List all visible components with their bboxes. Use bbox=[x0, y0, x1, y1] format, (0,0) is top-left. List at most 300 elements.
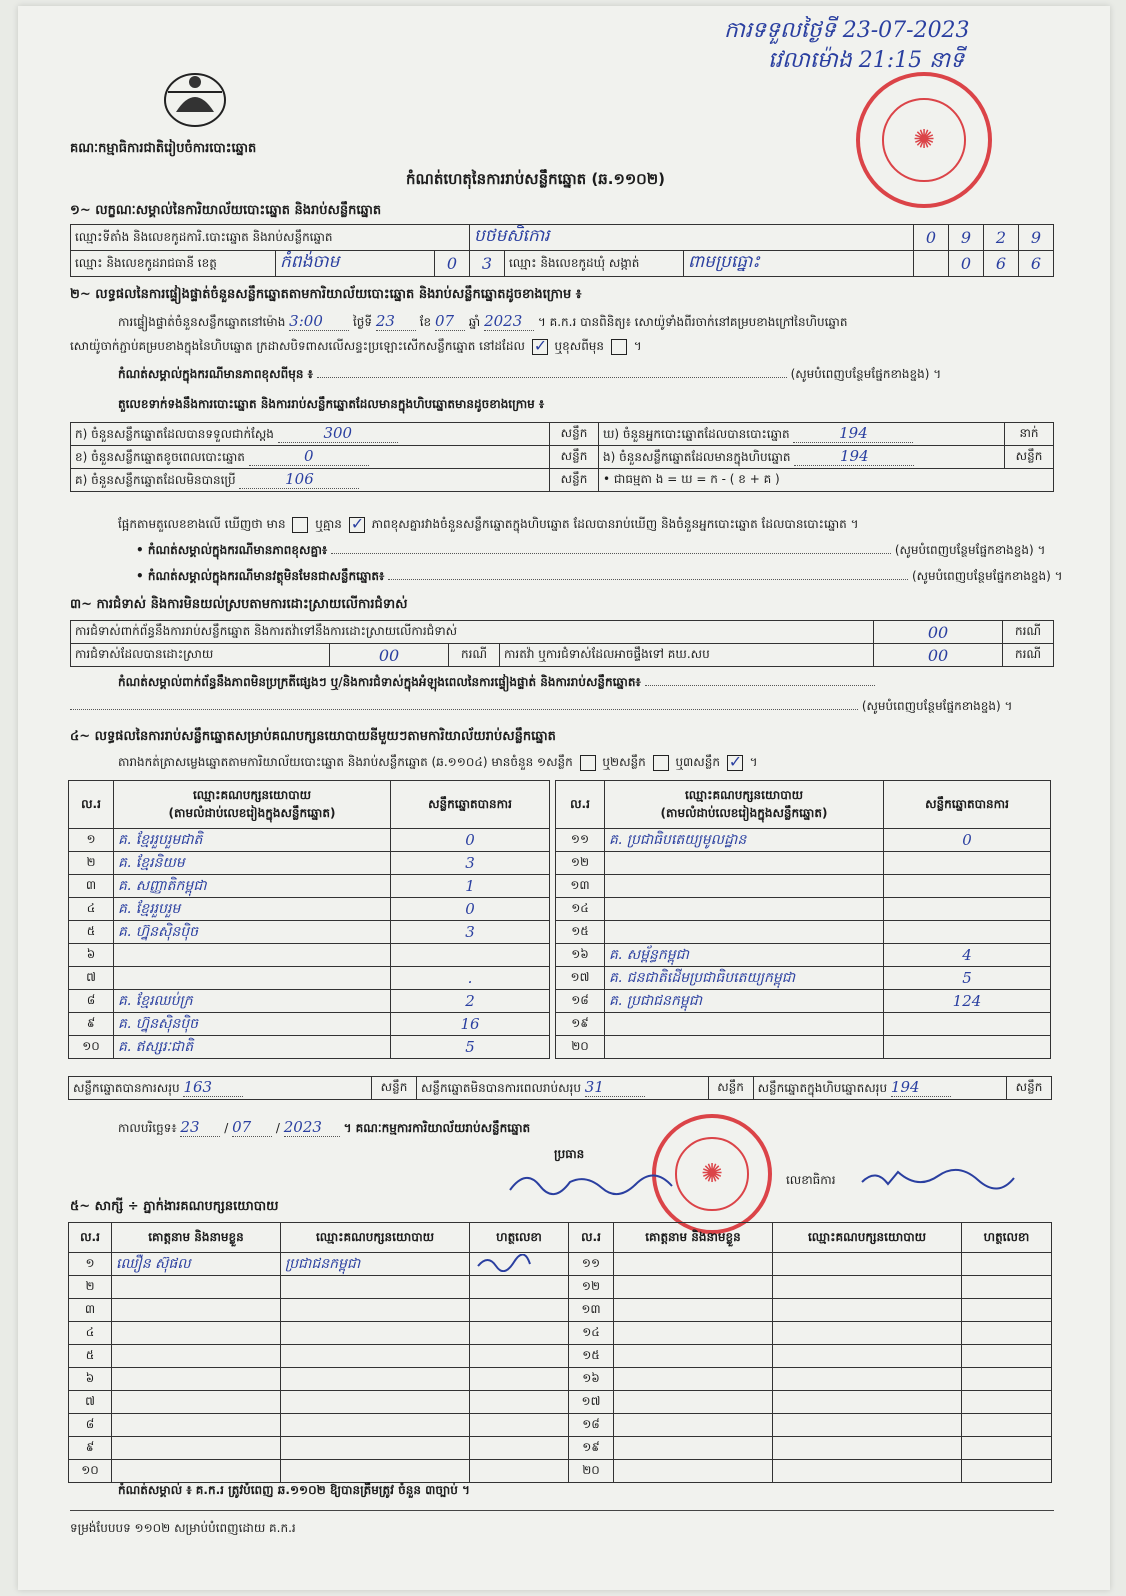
party-name: គ. ខ្មែររួបរួមជាតិ bbox=[114, 829, 391, 852]
party-name: គ. ខ្មែរនិយម bbox=[114, 852, 391, 875]
total-valid-value: 163 bbox=[183, 1078, 243, 1097]
witness-row bbox=[69, 1322, 1052, 1345]
col-party-title: ឈ្មោះគណបក្សនយោបាយ bbox=[684, 787, 804, 802]
unit: សន្លឹក bbox=[1007, 1077, 1052, 1100]
valid-votes: 0 bbox=[391, 829, 550, 852]
result-row bbox=[556, 1036, 1051, 1059]
station-code-digit: 0 bbox=[914, 225, 949, 251]
witness-party bbox=[281, 1299, 470, 1322]
witness-signature bbox=[470, 1299, 569, 1322]
col-party-subtitle: (តាមលំដាប់លេខរៀងក្នុងសន្លឹកឆ្នោត) bbox=[168, 805, 336, 820]
figures-row bbox=[71, 446, 1054, 469]
col-name: គោត្តនាម និងនាមខ្លួន bbox=[112, 1223, 281, 1253]
figure-label: គ) ចំនួនសន្លឹកឆ្នោតដែលមិនបានប្រើ bbox=[75, 473, 236, 487]
unit: សន្លឹក bbox=[550, 469, 599, 492]
result-row bbox=[556, 1013, 1051, 1036]
figure-value: 0 bbox=[249, 447, 369, 466]
row-no: ៦ bbox=[69, 1368, 112, 1391]
row-no: ២០ bbox=[556, 1036, 605, 1059]
witness-signature-mark bbox=[474, 1254, 534, 1272]
unit: សន្លឹក bbox=[550, 423, 599, 446]
row-no: ៧ bbox=[69, 967, 114, 990]
station-code-digit: 9 bbox=[949, 225, 984, 251]
row-no: ១៦ bbox=[569, 1368, 614, 1391]
form-footer: ទម្រង់បែបបទ ១១០២ សម្រាប់បំពេញដោយ គ.ក.រ bbox=[70, 1521, 296, 1535]
witness-signature bbox=[470, 1368, 569, 1391]
col-party-title: ឈ្មោះគណបក្សនយោបាយ bbox=[192, 787, 312, 802]
valid-votes: . bbox=[391, 967, 550, 990]
witness-name bbox=[112, 1368, 281, 1391]
row-no: ៥ bbox=[69, 921, 114, 944]
row-no: ១១ bbox=[556, 829, 605, 852]
unit: ករណី bbox=[1003, 644, 1054, 667]
secretary-signature bbox=[858, 1162, 1018, 1196]
total-valid-label: សន្លឹកឆ្នោតបានការសរុប bbox=[73, 1081, 180, 1095]
valid-votes: 0 bbox=[884, 829, 1051, 852]
row-no: ២ bbox=[69, 852, 114, 875]
text: កាលបរិច្ឆេទ៖ bbox=[118, 1121, 177, 1135]
witness-signature bbox=[962, 1414, 1052, 1437]
witness-signature bbox=[962, 1460, 1052, 1483]
witness-signature bbox=[470, 1345, 569, 1368]
witness-name: ឈឿន ស៊ុផល bbox=[112, 1253, 281, 1276]
witness-name bbox=[614, 1391, 773, 1414]
witness-name bbox=[614, 1345, 773, 1368]
text: ឆ្នាំ bbox=[468, 315, 481, 329]
col-votes: សន្លឹកឆ្នោតបានការ bbox=[391, 781, 550, 829]
witness-signature bbox=[470, 1253, 569, 1276]
text: • កំណត់សម្គាល់ក្នុងករណីមានភាពខុសគ្នា៖ bbox=[136, 543, 328, 557]
witness-signature bbox=[962, 1299, 1052, 1322]
witness-party bbox=[281, 1322, 470, 1345]
witness-signature bbox=[470, 1322, 569, 1345]
party-name bbox=[605, 852, 884, 875]
verification-line2: សោយ៉ូចាក់ភ្ជាប់គម្របខាងក្នុងនៃហិបឆ្នោត ក្រដាសបិទពាសលើសន្ទះប្រឡោះសើកសន្លឹកឆ្នោត នៅដដែល ✓ ឬខុសពីមុន ។ bbox=[70, 338, 642, 356]
station-code-digit: 2 bbox=[984, 225, 1019, 251]
party-name bbox=[114, 967, 391, 990]
valid-votes: 3 bbox=[391, 921, 550, 944]
row-no: ១០ bbox=[69, 1460, 112, 1483]
row-no: ១៥ bbox=[569, 1345, 614, 1368]
witness-signature bbox=[962, 1322, 1052, 1345]
figures-table bbox=[70, 422, 1054, 492]
station-table bbox=[70, 224, 1054, 277]
total-invalid-label: សន្លឹកឆ្នោតមិនបានការពេលរាប់សរុប bbox=[421, 1081, 581, 1095]
result-row bbox=[69, 852, 550, 875]
text: ។ bbox=[749, 755, 758, 769]
complaint-value: 00 bbox=[874, 644, 1003, 667]
section4-heading: ៤~ លទ្ធផលនៃការរាប់សន្លឹកឆ្នោតសម្រាប់គណបក្សនយោបាយនីមួយៗតាមការិយាល័យរាប់សន្លឹកឆ្នោត bbox=[70, 729, 556, 744]
unit: នាក់ bbox=[1005, 423, 1054, 446]
row-no: ៧ bbox=[69, 1391, 112, 1414]
party-name: គ. ជនជាតិដើមប្រជាធិបតេយ្យកម្ពុជា bbox=[605, 967, 884, 990]
result-row bbox=[69, 829, 550, 852]
date-day: 23 bbox=[180, 1118, 220, 1137]
witness-signature bbox=[470, 1460, 569, 1483]
witness-party bbox=[773, 1460, 962, 1483]
section3-note-cont bbox=[70, 698, 1056, 716]
result-row bbox=[556, 967, 1051, 990]
section5-heading: ៥~ សាក្សី ÷ ភ្នាក់ងារគណបក្សនយោបាយ bbox=[70, 1199, 279, 1214]
col-sign: ហត្ថលេខា bbox=[962, 1223, 1052, 1253]
fill-line bbox=[317, 377, 787, 378]
witness-party: ប្រជាជនកម្ពុជា bbox=[281, 1253, 470, 1276]
witness-name bbox=[112, 1345, 281, 1368]
row-no: ៤ bbox=[69, 898, 114, 921]
row-no: ៥ bbox=[69, 1345, 112, 1368]
nec-emblem-icon bbox=[158, 62, 232, 132]
text: ឬ៣សន្លឹក bbox=[675, 755, 720, 769]
complaint-label: ការជំទាស់ដែលបានដោះស្រាយ bbox=[71, 644, 330, 667]
two-sheets-checkbox[interactable] bbox=[653, 755, 669, 771]
fill-line bbox=[70, 709, 858, 710]
party-name: គ. ខ្មែរឈប់ក្រ bbox=[114, 990, 391, 1013]
col-votes: សន្លឹកឆ្នោតបានការ bbox=[884, 781, 1051, 829]
result-row bbox=[69, 898, 550, 921]
party-name: គ. សម្ព័ន្ធកម្ពុជា bbox=[605, 944, 884, 967]
commune-label: ឈ្មោះ និងលេខកូដឃុំ សង្កាត់ bbox=[505, 251, 684, 277]
total-box-label: សន្លឹកឆ្នោតក្នុងហិបឆ្នោតសរុប bbox=[757, 1081, 888, 1095]
secretary-label: លេខាធិការ bbox=[786, 1173, 836, 1187]
witness-name bbox=[112, 1276, 281, 1299]
row-no: ១ bbox=[69, 829, 114, 852]
result-row bbox=[69, 875, 550, 898]
note-diff-line bbox=[118, 366, 1058, 384]
figure-value: 106 bbox=[239, 470, 359, 489]
text: ឬគ្មាន bbox=[315, 517, 342, 531]
bullet-note1 bbox=[136, 542, 1056, 560]
row-no: ១៧ bbox=[569, 1391, 614, 1414]
witness-signature bbox=[470, 1391, 569, 1414]
commune-code-digit: 6 bbox=[1019, 251, 1054, 277]
result-row bbox=[556, 852, 1051, 875]
row-no: ១៤ bbox=[569, 1322, 614, 1345]
witness-signature bbox=[962, 1276, 1052, 1299]
station-code-digit: 9 bbox=[1019, 225, 1054, 251]
figure-label: ឃ) ចំនួនអ្នកបោះឆ្នោតដែលបានបោះឆ្នោត bbox=[603, 427, 790, 441]
result-row bbox=[556, 875, 1051, 898]
row-no: ១ bbox=[69, 1253, 112, 1276]
col-party: ឈ្មោះគណបក្សនយោបាយ bbox=[773, 1223, 962, 1253]
verification-line1 bbox=[118, 312, 1058, 332]
row-no: ១៦ bbox=[556, 944, 605, 967]
section1-heading: ១~ លក្ខណៈសម្គាល់នៃការិយាល័យបោះឆ្នោត និងរាប់សន្លឹកឆ្នោត bbox=[70, 203, 382, 218]
text: សោយ៉ូចាក់ភ្ជាប់គម្របខាងក្នុងនៃហិបឆ្នោត ក្រដាសបិទពាសលើសន្ទះប្រឡោះសើកសន្លឹកឆ្នោត នៅដដែល bbox=[70, 339, 525, 353]
totals-table bbox=[68, 1076, 1052, 1100]
col-party: ឈ្មោះគណបក្សនយោបាយ bbox=[281, 1223, 470, 1253]
result-row bbox=[69, 921, 550, 944]
unit: សន្លឹក bbox=[708, 1077, 753, 1100]
party-name bbox=[605, 1013, 884, 1036]
changed-checkbox[interactable] bbox=[611, 339, 627, 355]
witness-signature bbox=[962, 1391, 1052, 1414]
text: ។ គ.ក.រ បានពិនិត្យ៖ សោយ៉ូទាំងពីរចាក់នៅគម្របខាងក្រៅនៃហិបឆ្នោត bbox=[537, 315, 848, 329]
witness-signature bbox=[470, 1276, 569, 1299]
chair-signature bbox=[506, 1164, 676, 1200]
witness-row bbox=[69, 1437, 1052, 1460]
valid-votes bbox=[884, 1036, 1051, 1059]
unit: ករណី bbox=[1003, 621, 1054, 644]
witness-row bbox=[69, 1368, 1052, 1391]
witness-row bbox=[69, 1253, 1052, 1276]
party-name bbox=[605, 898, 884, 921]
witness-name bbox=[614, 1299, 773, 1322]
bullet-note2 bbox=[136, 568, 1063, 586]
figure-value: 194 bbox=[793, 424, 913, 443]
figure-label: ង) ចំនួនសន្លឹកឆ្នោតដែលមានក្នុងហិបឆ្នោត bbox=[603, 450, 791, 464]
complaints-table bbox=[70, 620, 1054, 667]
result-row bbox=[69, 990, 550, 1013]
row-no: ១៤ bbox=[556, 898, 605, 921]
valid-votes bbox=[884, 1013, 1051, 1036]
fill-line bbox=[645, 685, 875, 686]
figures-row bbox=[71, 469, 1054, 492]
footnote: កំណត់សម្គាល់ ៖ គ.ក.រ ត្រូវបំពេញ ឆ.១១០២ ឱ្យបានត្រឹមត្រូវ ចំនួន ៣ច្បាប់ ។ bbox=[118, 1483, 470, 1497]
results-table-right bbox=[555, 780, 1051, 1059]
witness-party bbox=[773, 1368, 962, 1391]
row-no: ៣ bbox=[69, 875, 114, 898]
col-no: ល.រ bbox=[556, 781, 605, 829]
unchanged-checkbox[interactable] bbox=[532, 339, 548, 355]
witness-signature bbox=[962, 1437, 1052, 1460]
party-name bbox=[605, 1036, 884, 1059]
witness-party bbox=[281, 1437, 470, 1460]
party-name: គ. ហ្វ៊ុនស៊ិនប៉ិច bbox=[114, 921, 391, 944]
received-note-line2: វេលាម៉ោង 21:15 នាទី bbox=[768, 48, 965, 73]
witness-name bbox=[112, 1460, 281, 1483]
row-no: ១៥ bbox=[556, 921, 605, 944]
valid-votes: 2 bbox=[391, 990, 550, 1013]
text: • កំណត់សម្គាល់ក្នុងករណីមានវត្ថុមិនមែនជាសន្លឹកឆ្នោត៖ bbox=[136, 569, 385, 583]
row-no: ១៩ bbox=[569, 1437, 614, 1460]
valid-votes bbox=[391, 944, 550, 967]
text: ខែ bbox=[419, 315, 432, 329]
province-name: កំពង់ចាម bbox=[276, 251, 435, 277]
row-no: ២ bbox=[69, 1276, 112, 1299]
commune-name: ពាមប្រធ្នោះ bbox=[684, 251, 914, 277]
witness-name bbox=[112, 1322, 281, 1345]
no-difference-checkbox[interactable] bbox=[349, 517, 365, 533]
row-no: ៦ bbox=[69, 944, 114, 967]
party-name: គ. ខ្មែររួបរួម bbox=[114, 898, 391, 921]
row-no: ៨ bbox=[69, 1414, 112, 1437]
figure-value: 194 bbox=[794, 447, 914, 466]
verify-time: 3:00 bbox=[289, 312, 349, 331]
valid-votes: 4 bbox=[884, 944, 1051, 967]
witness-party bbox=[281, 1345, 470, 1368]
document-page bbox=[18, 6, 1110, 1590]
result-row bbox=[69, 944, 550, 967]
witness-party bbox=[773, 1253, 962, 1276]
valid-votes bbox=[884, 898, 1051, 921]
row-no: ១២ bbox=[556, 852, 605, 875]
col-name: គោត្តនាម និងនាមខ្លួន bbox=[614, 1223, 773, 1253]
text: ។ គណៈកម្មការការិយាល័យរាប់សន្លឹកឆ្នោត bbox=[343, 1121, 531, 1135]
text: ថ្ងៃទី bbox=[353, 315, 373, 329]
witness-party bbox=[773, 1391, 962, 1414]
valid-votes: 16 bbox=[391, 1013, 550, 1036]
witness-party bbox=[773, 1437, 962, 1460]
verify-month: 07 bbox=[435, 312, 465, 331]
footer-divider bbox=[70, 1510, 1054, 1511]
province-code-digit: 3 bbox=[470, 251, 505, 277]
fill-line bbox=[331, 553, 891, 554]
one-sheet-checkbox[interactable] bbox=[580, 755, 596, 771]
section2-heading: ២~ លទ្ធផលនៃការផ្ទៀងផ្ទាត់ចំនួនសន្លឹកឆ្នោតតាមការិយាល័យបោះឆ្នោត និងរាប់សន្លឹកឆ្នោតដូចខាងក្រោម ៖ bbox=[70, 287, 582, 302]
witness-name bbox=[614, 1414, 773, 1437]
party-name: គ. ប្រជាជនកម្ពុជា bbox=[605, 990, 884, 1013]
row-no: ១៣ bbox=[556, 875, 605, 898]
witness-name bbox=[112, 1391, 281, 1414]
row-no: ៩ bbox=[69, 1437, 112, 1460]
witness-row bbox=[69, 1345, 1052, 1368]
blank-cell bbox=[914, 251, 949, 277]
figures-intro: តួលេខទាក់ទងនឹងការបោះឆ្នោត និងការរាប់សន្លឹកឆ្នោតដែលមានក្នុងហិបឆ្នោតមានដូចខាងក្រោម ៖ bbox=[118, 397, 545, 411]
text: តារាងកត់ត្រាសម្លេងឆ្នោតតាមការិយាល័យបោះឆ្នោត និងរាប់សន្លឹកឆ្នោត (ឆ.១១០៤) មានចំនួន ១សន្លឹក bbox=[118, 755, 573, 769]
witness-signature bbox=[962, 1345, 1052, 1368]
result-row bbox=[69, 1013, 550, 1036]
verify-year: 2023 bbox=[484, 312, 534, 331]
text: (សូមបំពេញបន្ថែមផ្នែកខាងខ្នង) ។ bbox=[790, 367, 942, 381]
stamp-emblem-icon: ✺ bbox=[675, 1137, 748, 1210]
fill-line bbox=[388, 579, 908, 580]
row-no: ៤ bbox=[69, 1322, 112, 1345]
verify-day: 23 bbox=[376, 312, 416, 331]
valid-votes bbox=[884, 875, 1051, 898]
witness-table bbox=[68, 1222, 1052, 1483]
has-difference-checkbox[interactable] bbox=[292, 517, 308, 533]
figures-row bbox=[71, 423, 1054, 446]
witness-row bbox=[69, 1299, 1052, 1322]
province-code-digit: 0 bbox=[435, 251, 470, 277]
total-box-value: 194 bbox=[891, 1078, 951, 1097]
witness-name bbox=[614, 1437, 773, 1460]
result-row bbox=[556, 944, 1051, 967]
witness-party bbox=[773, 1322, 962, 1345]
witness-party bbox=[281, 1460, 470, 1483]
party-name: គ. ឥស្សរៈជាតិ bbox=[114, 1036, 391, 1059]
row-no: ៣ bbox=[69, 1299, 112, 1322]
row-no: ១១ bbox=[569, 1253, 614, 1276]
commune-code-digit: 6 bbox=[984, 251, 1019, 277]
row-no: ១៨ bbox=[569, 1414, 614, 1437]
valid-votes: 124 bbox=[884, 990, 1051, 1013]
valid-votes: 5 bbox=[884, 967, 1051, 990]
three-sheets-checkbox[interactable] bbox=[727, 755, 743, 771]
result-row bbox=[69, 1036, 550, 1059]
row-no: ១៣ bbox=[569, 1299, 614, 1322]
figure-label: ខ) ចំនួនសន្លឹកឆ្នោតខូចពេលបោះឆ្នោត bbox=[75, 450, 245, 464]
party-name: គ. ហ្វ៊ុនស៊ិនប៉ិច bbox=[114, 1013, 391, 1036]
chair-label: ប្រធាន bbox=[554, 1147, 585, 1161]
witness-row bbox=[69, 1276, 1052, 1299]
witness-name bbox=[614, 1322, 773, 1345]
results-table-left bbox=[68, 780, 550, 1059]
witness-row bbox=[69, 1414, 1052, 1437]
witness-party bbox=[773, 1345, 962, 1368]
date-year: 2023 bbox=[284, 1118, 340, 1137]
party-name bbox=[114, 944, 391, 967]
valid-votes: 5 bbox=[391, 1036, 550, 1059]
valid-votes bbox=[884, 852, 1051, 875]
text: ឬ២សន្លឹក bbox=[602, 755, 646, 769]
witness-name bbox=[614, 1460, 773, 1483]
text: (សូមបំពេញបន្ថែមផ្នែកខាងខ្នង) ។ bbox=[861, 699, 1013, 713]
figure-label: ក) ចំនួនសន្លឹកឆ្នោតដែលបានទទួលជាក់ស្តែង bbox=[75, 427, 274, 441]
witness-party bbox=[281, 1391, 470, 1414]
witness-name bbox=[614, 1368, 773, 1391]
complaint-label: ការជំទាស់ពាក់ព័ន្ធនឹងការរាប់សន្លឹកឆ្នោត និងការតវ៉ាទៅនឹងការដោះស្រាយលើការជំទាស់ bbox=[71, 621, 874, 644]
text: (សូមបំពេញបន្ថែមផ្នែកខាងខ្នង) ។ bbox=[911, 569, 1063, 583]
unit: ករណី bbox=[449, 644, 500, 667]
text: ផ្អែកតាមតួលេខខាងលើ ឃើញថា មាន bbox=[118, 517, 286, 531]
valid-votes: 0 bbox=[391, 898, 550, 921]
row-no: ១៩ bbox=[556, 1013, 605, 1036]
witness-signature bbox=[470, 1414, 569, 1437]
result-row bbox=[556, 898, 1051, 921]
witness-party bbox=[281, 1414, 470, 1437]
form-title: កំណត់ហេតុនៃការរាប់សន្លឹកឆ្នោត (ឆ.១១០២) bbox=[406, 170, 666, 188]
row-no: ៩ bbox=[69, 1013, 114, 1036]
witness-signature bbox=[962, 1368, 1052, 1391]
witness-signature bbox=[962, 1253, 1052, 1276]
unit: សន្លឹក bbox=[550, 446, 599, 469]
row-no: ២០ bbox=[569, 1460, 614, 1483]
section3-heading: ៣~ ការជំទាស់ និងការមិនយល់ស្របតាមការដោះស្រាយលើការជំទាស់ bbox=[70, 597, 408, 612]
party-name bbox=[605, 875, 884, 898]
complaint-label: ការតវ៉ា ឬការជំទាស់ដែលអាចផ្ទឹងទៅ គឃ.សប bbox=[500, 644, 874, 667]
witness-party bbox=[773, 1414, 962, 1437]
result-row bbox=[556, 829, 1051, 852]
valid-votes: 3 bbox=[391, 852, 550, 875]
text: កំណត់សម្គាល់ក្នុងករណីមានភាពខុសពីមុន ៖ bbox=[118, 367, 313, 381]
col-party bbox=[114, 781, 391, 829]
total-invalid-value: 31 bbox=[585, 1078, 645, 1097]
station-name: បថមសិកោរ bbox=[470, 225, 914, 251]
witness-party bbox=[281, 1368, 470, 1391]
row-no: ៨ bbox=[69, 990, 114, 1013]
section3-note bbox=[118, 674, 875, 692]
date-month: 07 bbox=[232, 1118, 272, 1137]
result-row bbox=[69, 967, 550, 990]
unit: សន្លឹក bbox=[1005, 446, 1054, 469]
party-name bbox=[605, 921, 884, 944]
witness-name bbox=[614, 1276, 773, 1299]
result-row bbox=[556, 990, 1051, 1013]
complaint-value: 00 bbox=[330, 644, 449, 667]
witness-name bbox=[112, 1414, 281, 1437]
col-party-subtitle: (តាមលំដាប់លេខរៀងក្នុងសន្លឹកឆ្នោត) bbox=[660, 805, 828, 820]
col-no: ល.រ bbox=[69, 1223, 112, 1253]
text: ការផ្ទៀងផ្ទាត់ចំនួនសន្លឹកឆ្នោតនៅម៉ោង bbox=[118, 315, 286, 329]
row-no: ១៨ bbox=[556, 990, 605, 1013]
formula-note: • ជាធម្មតា ង = ឃ = ក - ( ខ + គ ) bbox=[599, 469, 1054, 492]
witness-party bbox=[773, 1276, 962, 1299]
col-no: ល.រ bbox=[569, 1223, 614, 1253]
text: ភាពខុសគ្នារវាងចំនួនសន្លឹកឆ្នោតក្នុងហិបឆ្នោត ដែលបានរាប់ឃើញ និងចំនួនអ្នកបោះឆ្នោត ដែលបានបោះឆ្នោត ។ bbox=[371, 517, 859, 531]
text: កំណត់សម្គាល់ពាក់ព័ន្ធនឹងភាពមិនប្រក្រតីផ្សេងៗ ឬ/និងការជំទាស់ក្នុងអំឡុងពេលនៃការផ្ទៀងផ្ទាត់ និងការរាប់សន្លឹកឆ្នោត៖ bbox=[118, 675, 641, 689]
valid-votes bbox=[884, 921, 1051, 944]
row-no: ១៧ bbox=[556, 967, 605, 990]
received-note-line1: ការទទួលថ្ងៃទី 23-07-2023 bbox=[724, 18, 970, 43]
committee-name: គណៈកម្មាធិការជាតិរៀបចំការបោះឆ្នោត bbox=[70, 141, 257, 156]
witness-party bbox=[773, 1299, 962, 1322]
text: ឬខុសពីមុន bbox=[554, 339, 605, 353]
sheets-line bbox=[118, 754, 758, 772]
witness-name bbox=[112, 1299, 281, 1322]
witness-row bbox=[69, 1460, 1052, 1483]
result-row bbox=[556, 921, 1051, 944]
